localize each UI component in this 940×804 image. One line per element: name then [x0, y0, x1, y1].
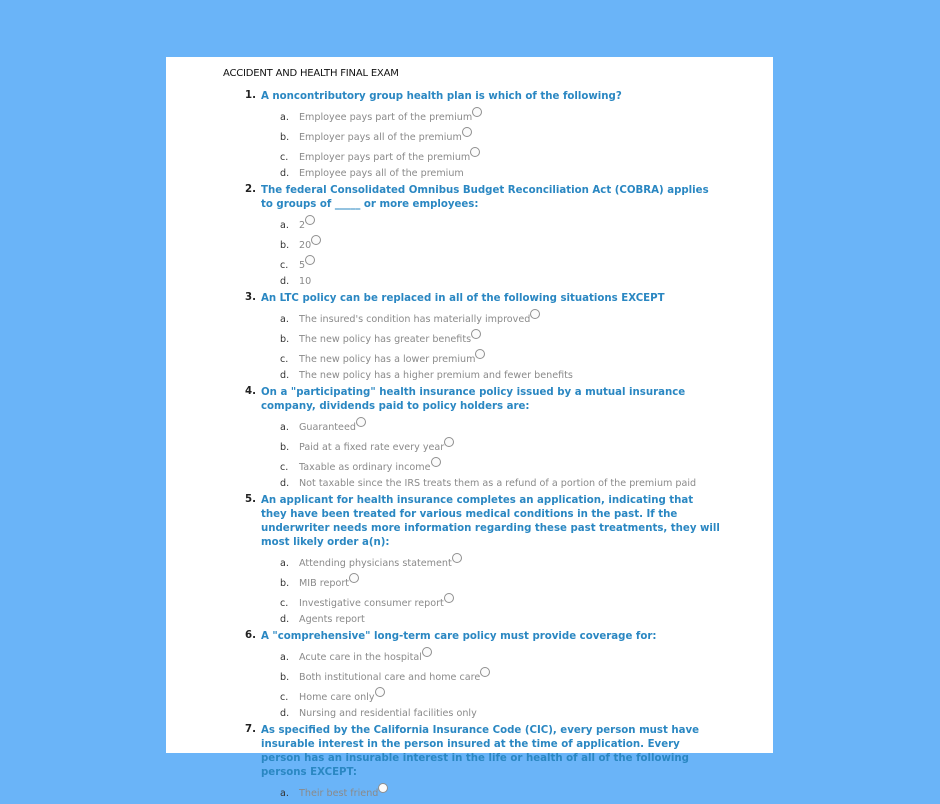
option-text: [299, 462, 441, 473]
option-text: [299, 614, 365, 625]
answer-option: [166, 648, 773, 668]
option-label: The insured's condition has materially improved: [299, 314, 531, 325]
option-label: Not taxable since the IRS treats them as a refund of a portion of the premium paid: [299, 478, 697, 489]
option-letter: d.: [280, 370, 290, 381]
answer-option: [166, 350, 773, 370]
option-text: [299, 708, 477, 719]
option-label: Taxable as ordinary income: [299, 462, 431, 473]
answer-option: [166, 330, 773, 350]
option-text: [299, 578, 359, 589]
answer-option: [166, 574, 773, 594]
option-letter: d.: [280, 478, 290, 489]
option-letter: d.: [280, 168, 290, 179]
option-label: 5: [299, 260, 306, 271]
question-text: The federal Consolidated Omnibus Budget Reconciliation Act (COBRA) applies to groups of _____ or more employees:: [261, 185, 709, 210]
option-text: [299, 672, 490, 683]
exam-title: ACCIDENT AND HEALTH FINAL EXAM: [223, 68, 399, 79]
question-number: 3.: [245, 292, 256, 303]
question-text: As specified by the California Insurance Code (CIC), every person must have insurable interest in the person insured at the time of application. Every person has an insurable interest in the life or health of all of the following persons EXCEPT:: [261, 725, 700, 778]
answer-option: [166, 708, 773, 722]
option-letter: d.: [280, 276, 290, 287]
answer-radio[interactable]: [349, 573, 359, 583]
option-text: [299, 788, 388, 799]
question-4: [166, 386, 773, 492]
option-label: The new policy has a lower premium: [299, 354, 476, 365]
option-letter: a.: [280, 314, 289, 325]
answer-radio[interactable]: [480, 667, 490, 677]
option-letter: b.: [280, 240, 290, 251]
option-letter: c.: [280, 462, 289, 473]
option-letter: c.: [280, 692, 289, 703]
answer-options: [166, 554, 773, 628]
question-5: [166, 494, 773, 628]
option-letter: a.: [280, 220, 289, 231]
option-text: [299, 370, 573, 381]
question-1: [166, 90, 773, 182]
option-text: [299, 598, 454, 609]
option-label: Home care only: [299, 692, 375, 703]
option-label: 20: [299, 240, 312, 251]
option-label: 2: [299, 220, 306, 231]
option-letter: c.: [280, 354, 289, 365]
question-number: 5.: [245, 494, 256, 505]
option-label: Agents report: [299, 614, 365, 625]
answer-option: [166, 256, 773, 276]
question-list: [166, 90, 773, 804]
option-text: [299, 478, 696, 489]
option-text: [299, 652, 432, 663]
question-number: 6.: [245, 630, 256, 641]
option-text: [299, 220, 315, 231]
answer-option: [166, 458, 773, 478]
option-text: [299, 692, 385, 703]
answer-radio[interactable]: [444, 593, 454, 603]
answer-option: [166, 614, 773, 628]
answer-option: [166, 418, 773, 438]
option-letter: a.: [280, 788, 289, 799]
answer-radio[interactable]: [462, 127, 472, 137]
answer-option: [166, 784, 773, 804]
answer-options: [166, 418, 773, 492]
option-label: Attending physicians statement: [299, 558, 452, 569]
answer-option: [166, 554, 773, 574]
answer-options: [166, 108, 773, 182]
question-number: 1.: [245, 90, 256, 101]
answer-radio[interactable]: [375, 687, 385, 697]
answer-option: [166, 438, 773, 458]
option-label: Nursing and residential facilities only: [299, 708, 477, 719]
answer-option: [166, 128, 773, 148]
answer-radio[interactable]: [452, 553, 462, 563]
question-number: 2.: [245, 184, 256, 195]
option-letter: d.: [280, 708, 290, 719]
answer-option: [166, 148, 773, 168]
option-letter: a.: [280, 652, 289, 663]
option-text: [299, 334, 481, 345]
exam-page: [166, 57, 773, 799]
option-letter: b.: [280, 334, 290, 345]
answer-radio[interactable]: [530, 309, 540, 319]
option-text: [299, 112, 482, 123]
answer-radio[interactable]: [378, 783, 388, 793]
option-label: Employee pays part of the premium: [299, 112, 473, 123]
answer-option: [166, 108, 773, 128]
option-label: Employer pays part of the premium: [299, 152, 471, 163]
option-letter: a.: [280, 558, 289, 569]
answer-option: [166, 668, 773, 688]
question-text: A noncontributory group health plan is which of the following?: [261, 91, 622, 102]
answer-option: [166, 478, 773, 492]
option-label: Both institutional care and home care: [299, 672, 481, 683]
option-letter: a.: [280, 112, 289, 123]
answer-radio[interactable]: [444, 437, 454, 447]
answer-option: [166, 594, 773, 614]
option-letter: b.: [280, 442, 290, 453]
question-6: [166, 630, 773, 722]
option-text: [299, 168, 464, 179]
option-letter: c.: [280, 260, 289, 271]
option-label: The new policy has greater benefits: [299, 334, 472, 345]
option-label: The new policy has a higher premium and fewer benefits: [299, 370, 573, 381]
option-text: [299, 132, 472, 143]
answer-radio[interactable]: [475, 349, 485, 359]
answer-option: [166, 236, 773, 256]
option-label: 10: [299, 276, 312, 287]
question-text: An LTC policy can be replaced in all of the following situations EXCEPT: [261, 293, 665, 304]
answer-option: [166, 276, 773, 290]
question-number: 4.: [245, 386, 256, 397]
answer-radio[interactable]: [311, 235, 321, 245]
option-label: Investigative consumer report: [299, 598, 444, 609]
option-label: Employer pays all of the premium: [299, 132, 462, 143]
answer-radio[interactable]: [305, 255, 315, 265]
option-text: [299, 558, 462, 569]
question-number: 7.: [245, 724, 256, 735]
option-letter: b.: [280, 578, 290, 589]
option-letter: b.: [280, 672, 290, 683]
answer-option: [166, 688, 773, 708]
option-text: [299, 240, 321, 251]
option-label: Acute care in the hospital: [299, 652, 422, 663]
option-label: Guaranteed: [299, 422, 356, 433]
option-text: [299, 152, 480, 163]
answer-option: [166, 216, 773, 236]
option-text: [299, 314, 540, 325]
question-text: A "comprehensive" long-term care policy must provide coverage for:: [261, 631, 657, 642]
question-3: [166, 292, 773, 384]
answer-options: [166, 310, 773, 384]
answer-radio[interactable]: [470, 147, 480, 157]
option-text: [299, 442, 454, 453]
answer-options: [166, 784, 773, 804]
option-letter: c.: [280, 152, 289, 163]
question-text: An applicant for health insurance completes an application, indicating that they have been treated for various medical conditions in the past. If the underwriter needs more information regarding these past treatments, they will most likely order a(n):: [261, 495, 720, 548]
option-text: [299, 354, 485, 365]
answer-options: [166, 216, 773, 290]
answer-option: [166, 168, 773, 182]
option-text: [299, 276, 311, 287]
answer-radio[interactable]: [431, 457, 441, 467]
option-label: Their best friend: [299, 788, 379, 799]
option-letter: c.: [280, 598, 289, 609]
question-7: [166, 724, 773, 804]
answer-radio[interactable]: [305, 215, 315, 225]
answer-radio[interactable]: [472, 107, 482, 117]
option-letter: b.: [280, 132, 290, 143]
answer-option: [166, 370, 773, 384]
question-2: [166, 184, 773, 290]
option-letter: d.: [280, 614, 290, 625]
option-text: [299, 422, 366, 433]
answer-radio[interactable]: [422, 647, 432, 657]
option-label: Employee pays all of the premium: [299, 168, 464, 179]
option-text: [299, 260, 315, 271]
answer-radio[interactable]: [356, 417, 366, 427]
option-label: MIB report: [299, 578, 350, 589]
option-label: Paid at a fixed rate every year: [299, 442, 445, 453]
option-letter: a.: [280, 422, 289, 433]
answer-radio[interactable]: [471, 329, 481, 339]
answer-options: [166, 648, 773, 722]
question-text: On a "participating" health insurance policy issued by a mutual insurance company, dividends paid to policy holders are:: [261, 387, 686, 412]
answer-option: [166, 310, 773, 330]
